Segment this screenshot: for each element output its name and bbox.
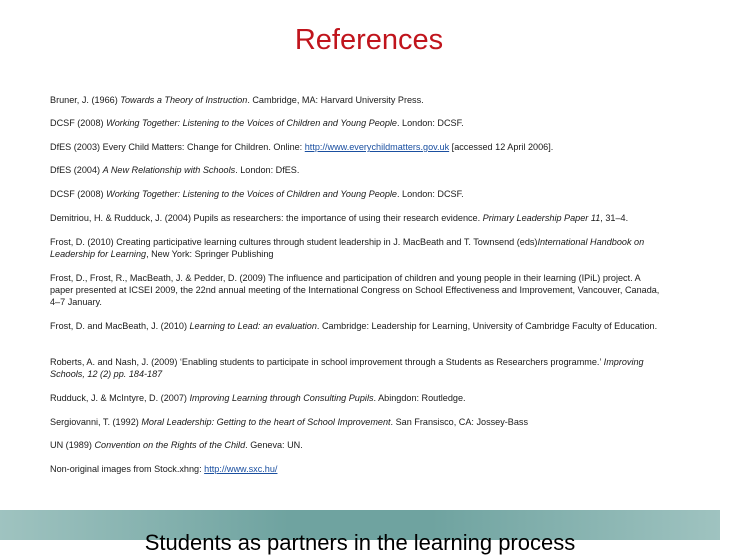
reference-text: DCSF (2008) xyxy=(50,118,107,128)
reference-entry xyxy=(50,439,665,451)
reference-entry xyxy=(50,416,665,428)
reference-title: Improving Schools, 12 (2) pp. 184-187 xyxy=(50,357,644,379)
reference-title: A New Relationship with Schools xyxy=(102,165,236,175)
reference-text: Frost, D., Frost, R., MacBeath, J. & Pedder, D. (2009) The influence and participation of children and young people in their learning (IPiL) project. A paper presented at ICSEI 2009, the 22nd annual meeting of the International Congress on School Effectiveness and Improvement, Vancouver, Canada, 4–7 January. xyxy=(50,273,660,307)
reference-text: Rudduck, J. & McIntyre, D. (2007) xyxy=(50,393,190,403)
reference-entry xyxy=(50,236,665,260)
reference-entry xyxy=(50,356,665,380)
reference-text: DfES (2003) Every Child Matters: Change for Children. Online: xyxy=(50,142,305,152)
reference-title: Improving Learning through Consulting Pupils xyxy=(189,393,374,403)
reference-text: . Geneva: UN. xyxy=(245,440,303,450)
reference-entry xyxy=(50,212,665,224)
reference-text: , New York: Springer Publishing xyxy=(146,249,274,259)
reference-entry xyxy=(50,164,665,176)
reference-text: [accessed 12 April 2006]. xyxy=(449,142,554,152)
footer-band xyxy=(0,510,720,555)
reference-entry xyxy=(50,141,665,153)
reference-entry xyxy=(50,117,665,129)
reference-text: Frost, D. and MacBeath, J. (2010) xyxy=(50,321,190,331)
reference-text: . Cambridge: Leadership for Learning, University of Cambridge Faculty of Education. xyxy=(316,321,658,331)
reference-title: Working Together: Listening to the Voices of Children and Young People xyxy=(106,189,397,199)
reference-text: . London: DfES. xyxy=(235,165,300,175)
reference-text: Bruner, J. (1966) xyxy=(50,95,121,105)
reference-title: Learning to Lead: an evaluation xyxy=(189,321,317,331)
reference-entry xyxy=(50,463,665,475)
reference-title: Moral Leadership: Getting to the heart of School Improvement xyxy=(141,417,391,427)
page-title: References xyxy=(294,24,444,56)
reference-title: Convention on the Rights of the Child xyxy=(94,440,246,450)
reference-entry xyxy=(50,320,665,332)
reference-text: Frost, D. (2010) Creating participative learning cultures through student leadership in J. MacBeath and T. Townsend (eds) xyxy=(50,237,538,247)
reference-text: . London: DCSF. xyxy=(396,189,464,199)
reference-text: Roberts, A. and Nash, J. (2009) ‘Enabling students to participate in school improvement through a Students as Researchers programme.’ xyxy=(50,357,604,367)
reference-text: . San Fransisco, CA: Jossey-Bass xyxy=(390,417,529,427)
reference-link[interactable]: http://www.everychildmatters.gov.uk xyxy=(304,142,450,152)
reference-title: Primary Leadership Paper 11 xyxy=(482,213,601,223)
reference-text: UN (1989) xyxy=(50,440,95,450)
reference-text: . London: DCSF. xyxy=(396,118,464,128)
reference-text: DCSF (2008) xyxy=(50,189,107,199)
reference-entry xyxy=(50,94,665,106)
reference-title: Working Together: Listening to the Voices of Children and Young People xyxy=(106,118,397,128)
reference-entry xyxy=(50,272,665,308)
reference-text: , 31–4. xyxy=(600,213,629,223)
reference-entry xyxy=(50,392,665,404)
reference-text: Non-original images from Stock.xhng: xyxy=(50,464,205,474)
reference-text: . Cambridge, MA: Harvard University Press. xyxy=(247,95,424,105)
reference-text: Sergiovanni, T. (1992) xyxy=(50,417,142,427)
reference-text: DfES (2004) xyxy=(50,165,103,175)
reference-title: Towards a Theory of Instruction xyxy=(120,95,248,105)
reference-entry xyxy=(50,188,665,200)
reference-link[interactable]: http://www.sxc.hu/ xyxy=(204,464,278,474)
reference-text: Demitriou, H. & Rudduck, J. (2004) Pupils as researchers: the importance of using their research evidence. xyxy=(50,213,483,223)
reference-text: . Abingdon: Routledge. xyxy=(373,393,466,403)
reference-title: International Handbook on Leadership for Learning xyxy=(50,237,645,259)
footer-text: Students as partners in the learning process xyxy=(144,530,576,555)
